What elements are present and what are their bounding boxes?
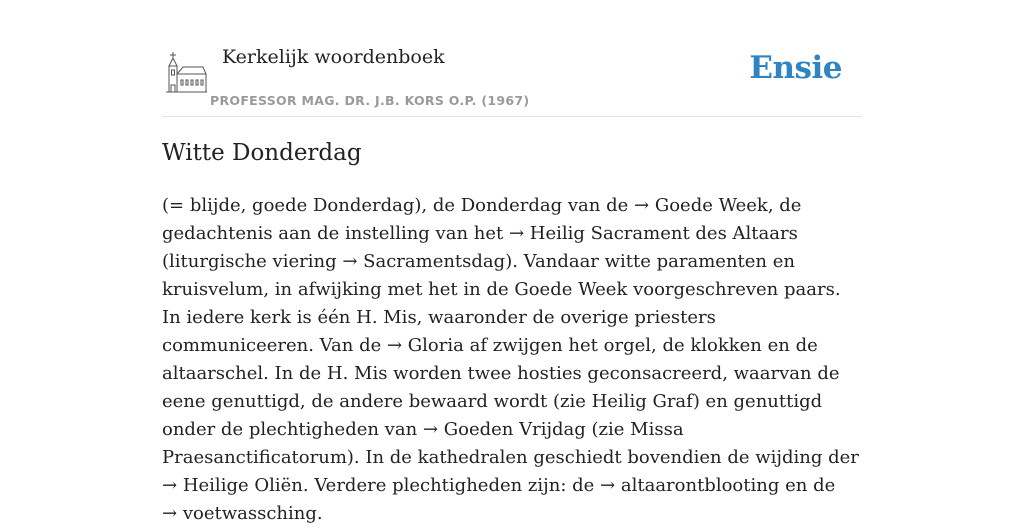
arrow-icon: → [508,223,525,244]
link-heilige-olien[interactable]: → Heilige Oliën [162,475,303,496]
entry-text: en de [779,475,836,496]
entry-text: (liturgische viering [162,251,343,272]
arrow-icon: → [634,195,650,216]
entry-text: (= blijde, goede Donderdag), de Donderdag van de [162,195,634,216]
book-header [162,40,862,117]
entry-text: (zie Missa Praesanctificatorum). In de kathedralen geschiedt bovendien de wijding der [162,419,859,468]
arrow-icon: → [162,475,178,496]
entry-text: . Verdere plechtigheden zijn: de [302,475,601,496]
arrow-icon: → [600,475,616,496]
entry-title: Witte Donderdag [162,140,362,166]
entry-text: af zwijgen het orgel, de klokken en de altaarschel. In de H. Mis worden twee hosties geconsacreerd, waarvan de eene genuttigd, de andere bewaard wordt (zie Heilig Graf) en genuttigd onder de plechtigheden van [162,335,840,440]
link-sacramentsdag-arrow[interactable] [342,251,357,272]
link-heilig-sacrament-label[interactable]: Heilig Sacrament des Altaars [529,223,798,244]
ensie-logo[interactable]: Ensie [749,50,842,86]
link-gloria[interactable]: → Gloria [386,335,464,356]
arrow-icon: → [162,503,178,524]
entry-text: ). Vandaar witte paramenten en kruisvelum, in afwijking met het in de Goede Week voorgeschreven paars. In iedere kerk is één H. Mis, waaronder de overige priesters communiceeren. Van de [162,251,841,356]
entry-text: . [316,503,323,524]
entry-body [162,192,864,528]
link-goeden-vrijdag[interactable]: → Goeden Vrijdag [422,419,586,440]
arrow-icon: → [422,419,438,440]
book-author: PROFESSOR MAG. DR. J.B. KORS O.P. (1967) [210,93,530,108]
link-altaarontblooting[interactable]: → altaarontblooting [600,475,780,496]
arrow-icon: → [386,335,403,356]
link-voetwassching[interactable]: → voetwassching [162,503,317,524]
link-goede-week[interactable]: → Goede Week [634,195,768,216]
church-icon[interactable] [165,50,207,94]
link-heilig-sacrament[interactable] [509,223,530,244]
book-title[interactable]: Kerkelijk woordenboek [222,46,445,68]
arrow-icon: → [342,251,358,272]
link-sacramentsdag[interactable]: Sacramentsdag [363,251,506,272]
entry-text: , de gedachtenis aan de instelling van het [162,195,802,244]
